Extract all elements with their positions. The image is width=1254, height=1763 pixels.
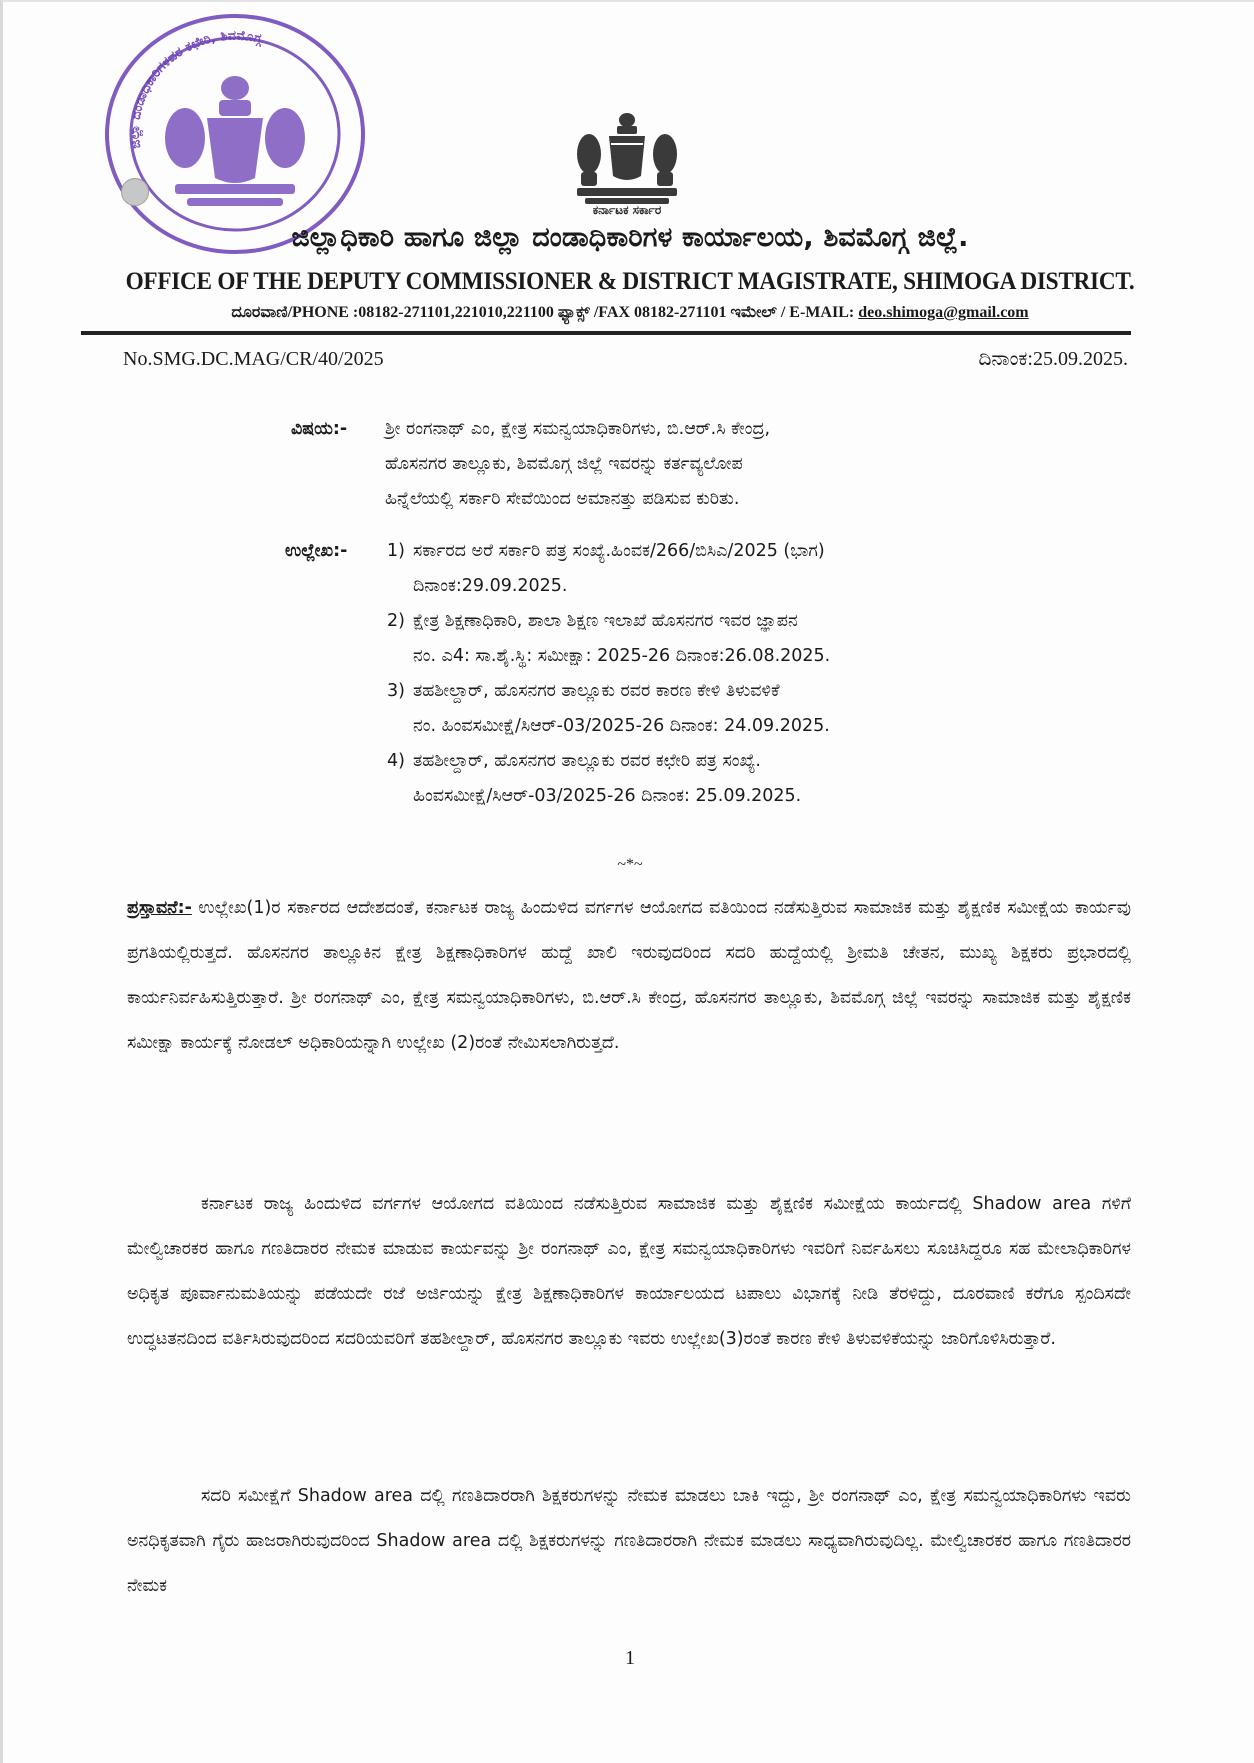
reference-line: ನಂ. ಎ4: ಸಾ.ಶೈ.ಸ್ಥಿ: ಸಮೀಕ್ಷಾ: 2025-26 ದಿನಾಂಕ:26.08.2025. [413, 646, 831, 666]
preamble-label: ಪ್ರಸ್ತಾವನೆ:- [127, 898, 192, 918]
subject-label: ವಿಷಯ:- [291, 419, 348, 439]
punch-hole [121, 178, 149, 206]
subject-line: ಹೊಸನಗರ ತಾಲ್ಲೂಕು, ಶಿವಮೊಗ್ಗ ಜಿಲ್ಲೆ ಇವರನ್ನು ಕರ್ತವ್ಯಲೋಪ [385, 454, 743, 474]
emblem-caption: ಕರ್ನಾಟಕ ಸರ್ಕಾರ [592, 203, 662, 217]
reference-line: ಕ್ಷೇತ್ರ ಶಿಕ್ಷಣಾಧಿಕಾರಿ, ಶಾಲಾ ಶಿಕ್ಷಣ ಇಲಾಖೆ ಹೊಸನಗರ ಇವರ ಜ್ಞಾಪನ [413, 611, 798, 631]
reference-number-marker: 2) [387, 611, 405, 631]
page-number: 1 [625, 1647, 635, 1669]
header-divider [81, 331, 1131, 335]
references-label: ಉಲ್ಲೇಖ:- [285, 541, 348, 561]
reference-line: ಹಿಂವಸಮೀಕ್ಷೆ/ಸಿಆರ್-03/2025-26 ದಿನಾಂಕ: 25.09.2025. [413, 786, 802, 806]
reference-number-marker: 3) [387, 681, 405, 701]
reference-line: ಸರ್ಕಾರದ ಅರೆ ಸರ್ಕಾರಿ ಪತ್ರ ಸಂಖ್ಯೆ.ಹಿಂವಕ/266/ಬಿಸಿಎ/2025 (ಭಾಗ) [413, 541, 825, 561]
reference-item [387, 744, 983, 814]
reference-item [387, 604, 983, 674]
reference-line: ದಿನಾಂಕ:29.09.2025. [413, 576, 568, 596]
office-name-kannada: ಜಿಲ್ಲಾಧಿಕಾರಿ ಹಾಗೂ ಜಿಲ್ಲಾ ದಂಡಾಧಿಕಾರಿಗಳ ಕಾರ್ಯಾಲಯ, ಶಿವಮೊಗ್ಗ ಜಿಲ್ಲೆ. [291, 222, 969, 253]
body-paragraph-3: ಸದರಿ ಸಮೀಕ್ಷೆಗೆ Shadow area ದಲ್ಲಿ ಗಣತಿದಾರರಾಗಿ ಶಿಕ್ಷಕರುಗಳನ್ನು ನೇಮಕ ಮಾಡಲು ಬಾಕಿ ಇದ್ದು, ಶ್ರೀ ರಂಗನಾಥ್ ಎಂ, ಕ್ಷೇತ್ರ ಸಮನ್ವಯಾಧಿಕಾರಿಗಳು ಇವರು ಅನಧಿಕೃತವಾಗಿ ಗೈರು ಹಾಜರಾಗಿರುವುದರಿಂದ Shadow area ದಲ್ಲಿ ಶಿಕ್ಷಕರುಗಳನ್ನು ಗಣತಿದಾರರಾಗಿ ನೇಮಕ ಮಾಡಲು ಸಾಧ್ಯವಾಗಿರುವುದಿಲ್ಲ. ಮೇಲ್ವಿಚಾರಕರ ಹಾಗೂ ಗಣತಿದಾರರ ನೇಮಕ [127, 1486, 1131, 1596]
section-separator: ~*~ [617, 856, 643, 873]
email-link[interactable]: deo.shimoga@gmail.com [858, 304, 1029, 321]
reference-item [387, 674, 983, 744]
reference-item [387, 534, 983, 604]
reference-number: No.SMG.DC.MAG/CR/40/2025 [123, 348, 384, 370]
contact-line [3, 304, 1254, 322]
reference-number-marker: 1) [387, 541, 405, 561]
preamble-text: ಉಲ್ಲೇಖ(1)ರ ಸರ್ಕಾರದ ಆದೇಶದಂತೆ, ಕರ್ನಾಟಕ ರಾಜ್ಯ ಹಿಂದುಳಿದ ವರ್ಗಗಳ ಆಯೋಗದ ವತಿಯಿಂದ ನಡೆಸುತ್ತಿರುವ ಸಾಮಾಜಿಕ ಮತ್ತು ಶೈಕ್ಷಣಿಕ ಸಮೀಕ್ಷೆಯ ಕಾರ್ಯವು ಪ್ರಗತಿಯಲ್ಲಿರುತ್ತದೆ. ಹೊಸನಗರ ತಾಲ್ಲೂಕಿನ ಕ್ಷೇತ್ರ ಶಿಕ್ಷಣಾಧಿಕಾರಿಗಳ ಹುದ್ದೆ ಖಾಲಿ ಇರುವುದರಿಂದ ಸದರಿ ಹುದ್ದೆಯಲ್ಲಿ ಶ್ರೀಮತಿ ಚೇತನ, ಮುಖ್ಯ ಶಿಕ್ಷಕರು ಪ್ರಭಾರದಲ್ಲಿ ಕಾರ್ಯನಿರ್ವಹಿಸುತ್ತಿರುತ್ತಾರೆ. ಶ್ರೀ ರಂಗನಾಥ್ ಎಂ, ಕ್ಷೇತ್ರ ಸಮನ್ವಯಾಧಿಕಾರಿಗಳು, ಬಿ.ಆರ್.ಸಿ ಕೇಂದ್ರ, ಹೊಸನಗರ ತಾಲ್ಲೂಕು, ಶಿವಮೊಗ್ಗ ಜಿಲ್ಲೆ ಇವರನ್ನು ಸಾಮಾಜಿಕ ಮತ್ತು ಶೈಕ್ಷಣಿಕ ಸಮೀಕ್ಷಾ ಕಾರ್ಯಕ್ಕೆ ನೋಡಲ್ ಅಧಿಕಾರಿಯನ್ನಾಗಿ ಉಲ್ಲೇಖ (2)ರಂತೆ ನೇಮಿಸಲಾಗಿರುತ್ತದೆ. [127, 898, 1131, 1053]
body-paragraph-2: ಕರ್ನಾಟಕ ರಾಜ್ಯ ಹಿಂದುಳಿದ ವರ್ಗಗಳ ಆಯೋಗದ ವತಿಯಿಂದ ನಡೆಸುತ್ತಿರುವ ಸಾಮಾಜಿಕ ಮತ್ತು ಶೈಕ್ಷಣಿಕ ಸಮೀಕ್ಷೆಯ ಕಾರ್ಯದಲ್ಲಿ Shadow area ಗಳಿಗೆ ಮೇಲ್ವಿಚಾರಕರ ಹಾಗೂ ಗಣತಿದಾರರ ನೇಮಕ ಮಾಡುವ ಕಾರ್ಯವನ್ನು ಶ್ರೀ ರಂಗನಾಥ್ ಎಂ, ಕ್ಷೇತ್ರ ಸಮನ್ವಯಾಧಿಕಾರಿಗಳು ಇವರಿಗೆ ನಿರ್ವಹಿಸಲು ಸೂಚಿಸಿದ್ದರೂ ಸಹ ಮೇಲಾಧಿಕಾರಿಗಳ ಅಧಿಕೃತ ಪೂರ್ವಾನುಮತಿಯನ್ನು ಪಡೆಯದೇ ರಜೆ ಅರ್ಜಿಯನ್ನು ಕ್ಷೇತ್ರ ಶಿಕ್ಷಣಾಧಿಕಾರಿಗಳ ಕಾರ್ಯಾಲಯದ ಟಪಾಲು ವಿಭಾಗಕ್ಕೆ ನೀಡಿ ತೆರಳಿದ್ದು, ದೂರವಾಣಿ ಕರೆಗೂ ಸ್ಪಂದಿಸದೇ ಉದ್ಧಟತನದಿಂದ ವರ್ತಿಸಿರುವುದರಿಂದ ಸದರಿಯವರಿಗೆ ತಹಶೀಲ್ದಾರ್, ಹೊಸನಗರ ತಾಲ್ಲೂಕು ಇವರು ಉಲ್ಲೇಖ(3)ರಂತೆ ಕಾರಣ ಕೇಳಿ ತಿಳುವಳಿಕೆಯನ್ನು ಜಾರಿಗೊಳಿಸಿರುತ್ತಾರೆ. [127, 1194, 1131, 1349]
references-list [387, 534, 983, 814]
letter-date: ದಿನಾಂಕ:25.09.2025. [978, 348, 1128, 370]
karnataka-emblem-icon [571, 110, 683, 208]
reference-number-marker: 4) [387, 751, 405, 771]
contact-details: ದೂರವಾಣಿ/PHONE :08182-271101,221010,221100 ಫ್ಯಾಕ್ಸ್ /FAX 08182-271101 ಇಮೇಲ್ / E-MAIL: [231, 304, 859, 321]
office-name-english: OFFICE OF THE DEPUTY COMMISSIONER & DISTRICT MAGISTRATE, SHIMOGA DISTRICT. [125, 268, 1135, 295]
subject-line: ಶ್ರೀ ರಂಗನಾಥ್ ಎಂ, ಕ್ಷೇತ್ರ ಸಮನ್ವಯಾಧಿಕಾರಿಗಳು, ಬಿ.ಆರ್.ಸಿ ಕೇಂದ್ರ, [385, 419, 771, 439]
reference-line: ತಹಶೀಲ್ದಾರ್, ಹೊಸನಗರ ತಾಲ್ಲೂಕು ರವರ ಕಾರಣ ಕೇಳಿ ತಿಳುವಳಿಕೆ [413, 681, 780, 701]
reference-line: ತಹಶೀಲ್ದಾರ್, ಹೊಸನಗರ ತಾಲ್ಲೂಕು ರವರ ಕಛೇರಿ ಪತ್ರ ಸಂಖ್ಯೆ. [413, 751, 761, 771]
subject-line: ಹಿನ್ನೆಲೆಯಲ್ಲಿ ಸರ್ಕಾರಿ ಸೇವೆಯಿಂದ ಅಮಾನತ್ತು ಪಡಿಸುವ ಕುರಿತು. [385, 489, 740, 509]
seal-text: ಜಿಲ್ಲಾ ದಂಡಾಧಿಕಾರಿಗಳವರ ಕಛೇರಿ, ಶಿವಮೊಗ್ಗ [127, 28, 264, 150]
subject-text [385, 412, 981, 517]
reference-line: ನಂ. ಹಿಂವಸಮೀಕ್ಷೆ/ಸಿಆರ್-03/2025-26 ದಿನಾಂಕ: 24.09.2025. [413, 716, 830, 736]
preamble-paragraph [127, 886, 1131, 1066]
